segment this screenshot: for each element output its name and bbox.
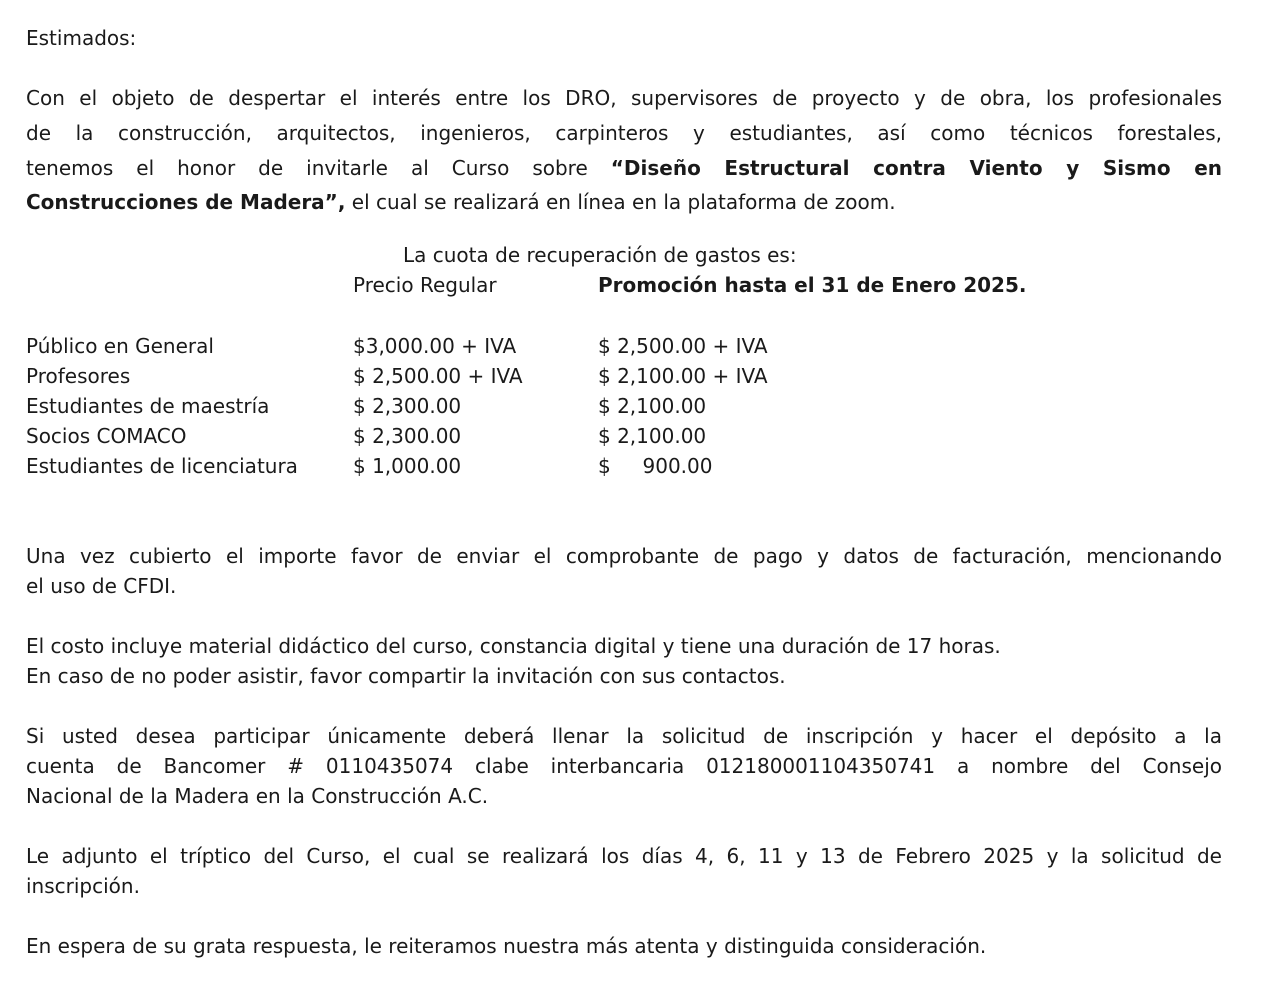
payment-note	[26, 542, 1222, 570]
fee-title: La cuota de recuperación de gastos es:	[403, 243, 797, 267]
closing: En espera de su grata respuesta, le reiteramos nuestra más atenta y distinguida consideración.	[26, 934, 987, 958]
fee-promo: $ 2,100.00	[598, 394, 707, 418]
deposit-paragraph	[26, 722, 1222, 780]
course-title-part-1: “Diseño Estructural contra Viento y Sismo en	[610, 156, 1222, 180]
deposit-line-3: Nacional de la Madera en la Construcción A.C.	[26, 784, 489, 808]
includes-line-1: El costo incluye material didáctico del curso, constancia digital y tiene una duración de 17 horas.	[26, 634, 1001, 658]
fee-category: Profesores	[26, 364, 131, 388]
intro-line-4	[26, 188, 896, 216]
fee-category: Público en General	[26, 334, 214, 358]
promo-price-header: Promoción hasta el 31 de Enero 2025.	[598, 273, 1027, 297]
fee-promo: $ 900.00	[598, 454, 713, 478]
fee-regular: $ 2,500.00 + IVA	[353, 364, 523, 388]
intro-line-3-prefix: tenemos el honor de invitarle al Curso sobre	[26, 156, 588, 180]
attachment-line-2: inscripción.	[26, 874, 140, 898]
fee-promo: $ 2,100.00 + IVA	[598, 364, 768, 388]
fee-promo: $ 2,100.00	[598, 424, 707, 448]
attachment-paragraph	[26, 842, 1222, 870]
fee-regular: $ 2,300.00	[353, 424, 462, 448]
fee-category: Socios COMACO	[26, 424, 187, 448]
fee-promo: $ 2,500.00 + IVA	[598, 334, 768, 358]
deposit-line-2: cuenta de Bancomer # 0110435074 clabe interbancaria 012180001104350741 a nombre del Consejo	[26, 754, 1222, 778]
attachment-line-1: Le adjunto el tríptico del Curso, el cual se realizará los días 4, 6, 11 y 13 de Febrero 2025 y la solicitud de	[26, 844, 1222, 868]
intro-line-3	[26, 154, 1222, 182]
course-title-part-2: Construcciones de Madera”,	[26, 190, 346, 214]
intro-line-1: Con el objeto de despertar el interés entre los DRO, supervisores de proyecto y de obra, los profesionales	[26, 86, 1222, 110]
fee-regular: $ 1,000.00	[353, 454, 462, 478]
intro-paragraph	[26, 84, 1222, 182]
payment-note-line-1: Una vez cubierto el importe favor de enviar el comprobante de pago y datos de facturación, mencionando	[26, 544, 1222, 568]
fee-regular: $ 2,300.00	[353, 394, 462, 418]
regular-price-header: Precio Regular	[353, 273, 497, 297]
intro-line-4-suffix: el cual se realizará en línea en la plataforma de zoom.	[345, 190, 896, 214]
includes-line-2: En caso de no poder asistir, favor compartir la invitación con sus contactos.	[26, 664, 786, 688]
greeting: Estimados:	[26, 26, 137, 50]
fee-category: Estudiantes de maestría	[26, 394, 270, 418]
deposit-line-1: Si usted desea participar únicamente deberá llenar la solicitud de inscripción y hacer el depósito a la	[26, 724, 1222, 748]
fee-regular: $3,000.00 + IVA	[353, 334, 517, 358]
intro-line-2: de la construcción, arquitectos, ingenieros, carpinteros y estudiantes, así como técnicos forestales,	[26, 121, 1222, 145]
fee-category: Estudiantes de licenciatura	[26, 454, 298, 478]
payment-note-line-2: el uso de CFDI.	[26, 574, 177, 598]
